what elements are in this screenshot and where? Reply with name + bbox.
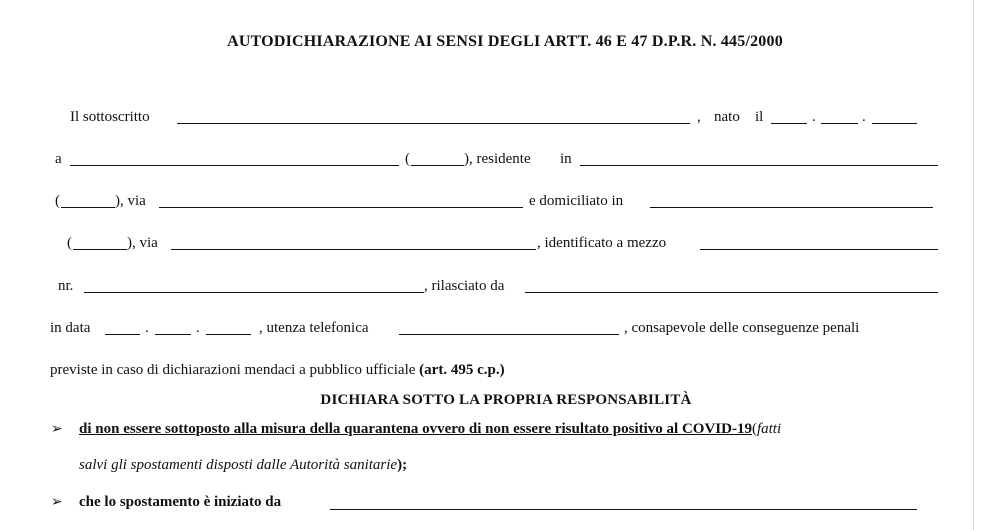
field-residence-street-line[interactable]	[159, 207, 523, 208]
label-nato: nato	[714, 109, 740, 125]
label-via: ), via	[115, 193, 146, 209]
quarantine-statement-continuation: salvi gli spostamenti disposti dalle Autorità sanitarie);	[79, 457, 408, 473]
label-il: il	[755, 109, 764, 125]
label-nr: nr.	[58, 278, 74, 294]
bullet-arrow-icon: ➢	[51, 494, 63, 510]
article-reference: (art. 495 c.p.)	[419, 362, 505, 378]
field-birth-province-line[interactable]	[411, 165, 464, 166]
paren-open: (	[405, 151, 410, 167]
document-title: AUTODICHIARAZIONE AI SENSI DEGLI ARTT. 46 E 47 D.P.R. N. 445/2000	[227, 33, 783, 50]
field-birthplace-line[interactable]	[70, 165, 399, 166]
field-birth-month-line[interactable]	[821, 123, 858, 124]
label-in-data: in data	[50, 320, 91, 336]
label-a: a	[55, 151, 62, 167]
field-issue-month-line[interactable]	[155, 334, 191, 335]
field-id-document-line[interactable]	[700, 249, 938, 250]
field-name-line[interactable]	[177, 123, 690, 124]
field-issue-day-line[interactable]	[105, 334, 140, 335]
field-domicile-street-line[interactable]	[171, 249, 536, 250]
field-issued-by-line[interactable]	[525, 292, 938, 293]
field-residence-province-line[interactable]	[61, 207, 115, 208]
label-in: in	[560, 151, 572, 167]
field-document-number-line[interactable]	[84, 292, 424, 293]
birth-date-dot-2: .	[862, 109, 866, 125]
label-consapevole: , consapevole delle conseguenze penali	[624, 320, 860, 336]
label-domiciliato: e domiciliato in	[529, 193, 624, 209]
label-residente: ), residente	[464, 151, 531, 167]
label-sottoscritto: Il sottoscritto	[70, 109, 150, 125]
label-spostamento: che lo spostamento è iniziato da	[79, 494, 282, 510]
statement-text: previste in caso di dichiarazioni mendaci a pubblico ufficiale (art. 495 c.p.)	[50, 362, 505, 378]
field-departure-line[interactable]	[330, 509, 917, 510]
label-utenza: , utenza telefonica	[259, 320, 369, 336]
field-phone-line[interactable]	[399, 334, 619, 335]
field-issue-year-line[interactable]	[206, 334, 251, 335]
bullet-arrow-icon: ➢	[51, 421, 63, 437]
label-identificato: , identificato a mezzo	[537, 235, 667, 251]
paren-open: (	[55, 193, 60, 209]
declaration-heading: DICHIARA SOTTO LA PROPRIA RESPONSABILITÀ	[320, 392, 692, 408]
issue-date-dot-2: .	[196, 320, 200, 336]
field-birth-day-line[interactable]	[771, 123, 807, 124]
field-residence-city-line[interactable]	[580, 165, 938, 166]
quarantine-statement: di non essere sottoposto alla misura della quarantena ovvero di non essere risultato positivo al COVID-19(fatti	[79, 421, 782, 437]
field-domicile-province-line[interactable]	[73, 249, 127, 250]
issue-date-dot-1: .	[145, 320, 149, 336]
label-via: ), via	[127, 235, 158, 251]
paren-open: (	[67, 235, 72, 251]
field-domicile-city-line[interactable]	[650, 207, 933, 208]
label-rilasciato: , rilasciato da	[424, 278, 505, 294]
row1-comma: ,	[697, 109, 701, 125]
birth-date-dot-1: .	[812, 109, 816, 125]
field-birth-year-line[interactable]	[872, 123, 917, 124]
page-right-edge	[973, 0, 974, 530]
